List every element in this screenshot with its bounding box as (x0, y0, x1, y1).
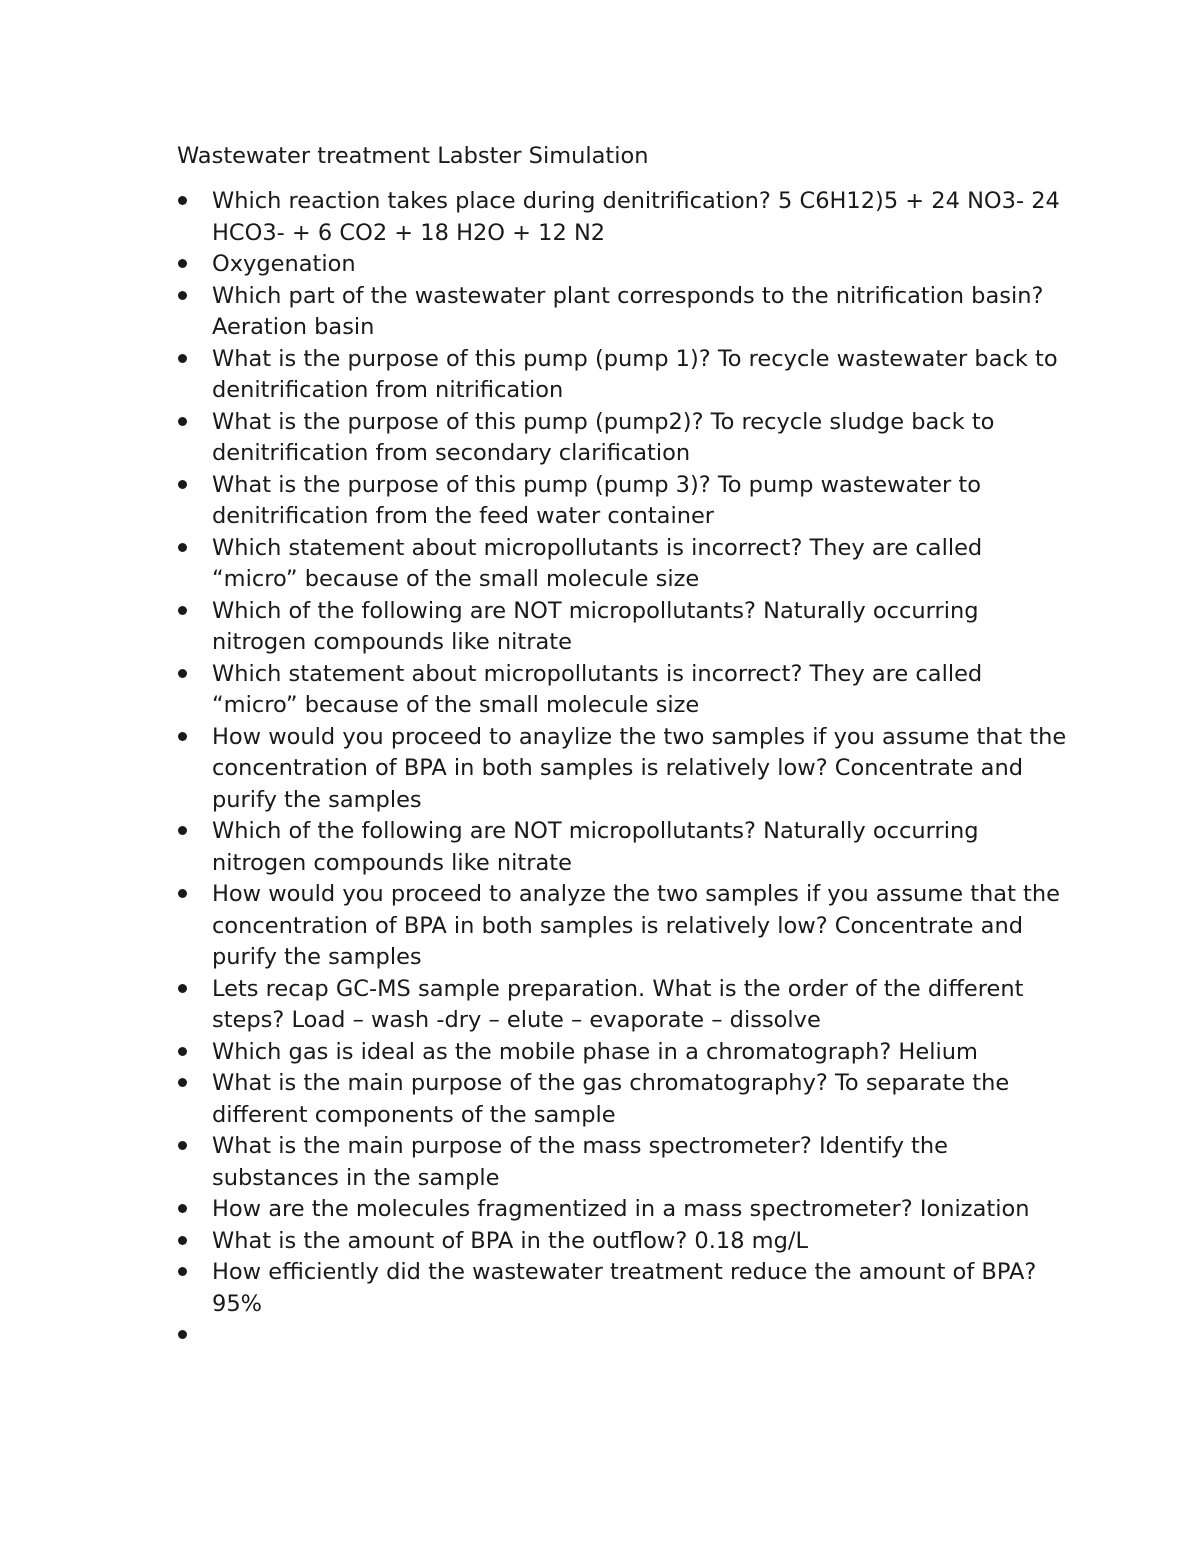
list-item-text: What is the purpose of this pump (pump 3)? To pump wastewater to denitrification from the feed water container (212, 471, 981, 529)
bullet-icon (175, 722, 189, 754)
list-item-text: What is the amount of BPA in the outflow? 0.18 mg/L (212, 1227, 808, 1254)
list-item (212, 1068, 1072, 1131)
bullet-icon (175, 596, 189, 628)
bullet-icon (175, 1068, 189, 1100)
list-item (212, 249, 1072, 281)
bullet-icon (175, 281, 189, 313)
bullet-icon (175, 533, 189, 565)
list-item-text: Which of the following are NOT micropollutants? Naturally occurring nitrogen compounds like nitrate (212, 818, 979, 876)
bullet-icon (175, 1194, 189, 1226)
list-item (212, 533, 1072, 596)
list-item (212, 1257, 1072, 1320)
bullet-icon (175, 1320, 189, 1352)
list-item (212, 407, 1072, 470)
bullet-icon (175, 974, 189, 1006)
qa-bullet-list (212, 186, 1072, 1352)
bullet-icon (175, 249, 189, 281)
list-item (212, 1037, 1072, 1069)
bullet-icon (175, 1226, 189, 1258)
list-item-text: What is the purpose of this pump (pump 1)? To recycle wastewater back to denitrification from nitrification (212, 345, 1058, 403)
bullet-icon (175, 659, 189, 691)
list-item-text: What is the main purpose of the mass spectrometer? Identify the substances in the sample (212, 1133, 948, 1191)
bullet-icon (175, 1257, 189, 1289)
list-item-text: Which gas is ideal as the mobile phase in a chromatograph? Helium (212, 1038, 978, 1065)
document-title: Wastewater treatment Labster Simulation (177, 143, 649, 169)
list-item-text: Which of the following are NOT micropollutants? Naturally occurring nitrogen compounds like nitrate (212, 597, 979, 655)
list-item-text: Oxygenation (212, 251, 356, 277)
bullet-icon (175, 407, 189, 439)
bullet-icon (175, 344, 189, 376)
list-item-text: Which reaction takes place during denitrification? 5 C6H12)5 + 24 NO3- 24 HCO3- + 6 CO2 + 18 H2O + 12 N2 (212, 188, 1060, 246)
list-item-text: Which part of the wastewater plant corresponds to the nitrification basin? Aeration basin (212, 282, 1044, 340)
bullet-icon (175, 879, 189, 911)
list-item (212, 1194, 1072, 1226)
list-item-text: What is the main purpose of the gas chromatography? To separate the different components of the sample (212, 1070, 1010, 1128)
list-item (212, 816, 1072, 879)
bullet-icon (175, 186, 189, 218)
list-item-text: How would you proceed to anaylize the two samples if you assume that the concentration of BPA in both samples is relatively low? Concentrate and purify the samples (212, 723, 1067, 813)
list-item-text: Which statement about micropollutants is incorrect? They are called “micro” because of the small molecule size (212, 534, 983, 592)
list-item-text: What is the purpose of this pump (pump2)? To recycle sludge back to denitrification from secondary clarification (212, 408, 995, 466)
list-item (212, 596, 1072, 659)
list-item (212, 281, 1072, 344)
list-item (212, 1226, 1072, 1258)
list-item (212, 1131, 1072, 1194)
bullet-icon (175, 1037, 189, 1069)
list-item (212, 722, 1072, 817)
bullet-icon (175, 470, 189, 502)
list-item (212, 344, 1072, 407)
list-item (212, 879, 1072, 974)
bullet-icon (175, 816, 189, 848)
list-item-text: Which statement about micropollutants is incorrect? They are called “micro” because of the small molecule size (212, 660, 983, 718)
bullet-icon (175, 1131, 189, 1163)
list-item-text: How are the molecules fragmentized in a mass spectrometer? Ionization (212, 1196, 1030, 1222)
list-item (212, 974, 1072, 1037)
list-item-text: Lets recap GC-MS sample preparation. What is the order of the different steps? Load – wash -dry – elute – evaporate – dissolve (212, 975, 1024, 1033)
list-item-text: How would you proceed to analyze the two samples if you assume that the concentration of BPA in both samples is relatively low? Concentrate and purify the samples (212, 881, 1060, 970)
list-item (212, 186, 1072, 249)
list-item (212, 659, 1072, 722)
list-item-text: How efficiently did the wastewater treatment reduce the amount of BPA? 95% (212, 1259, 1037, 1317)
list-item (212, 470, 1072, 533)
list-item-empty (212, 1320, 1072, 1352)
